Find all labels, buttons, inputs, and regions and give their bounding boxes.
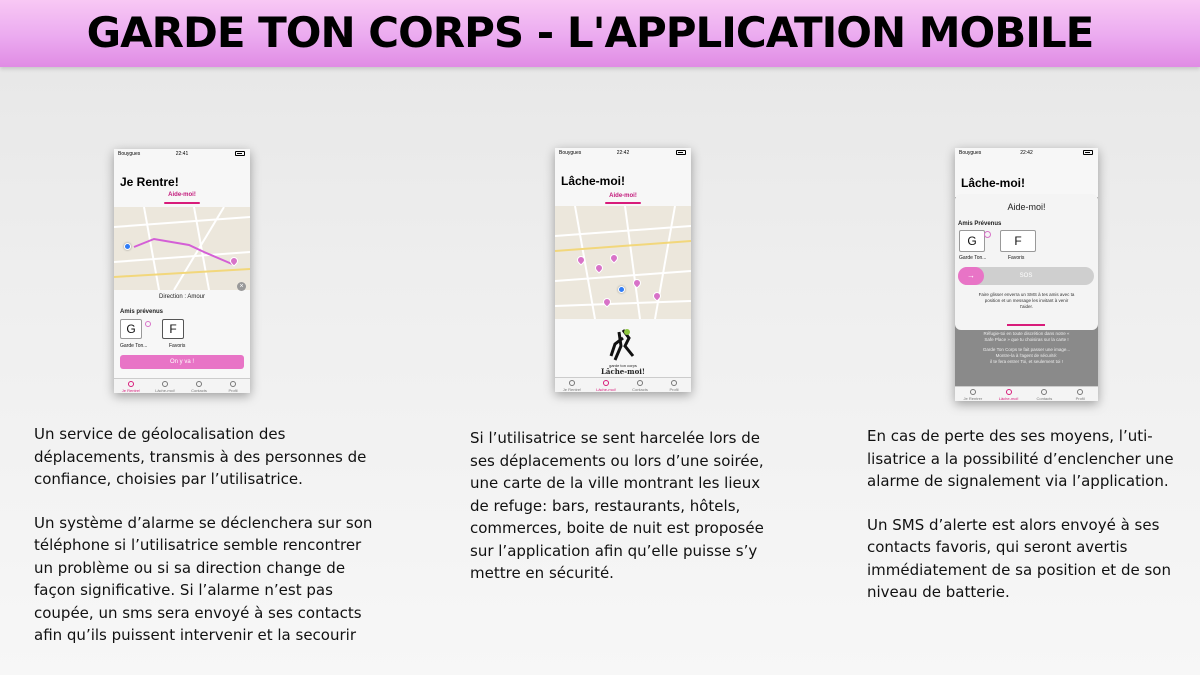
screen-title: Lâche-moi! <box>961 176 1026 190</box>
tabbar-item-profil[interactable]: Profil <box>216 379 250 393</box>
tabbar-item-contacts[interactable]: Contacts <box>182 379 216 393</box>
logo-subtitle: garde ton corps <box>609 363 637 368</box>
slider-label: SOS <box>1019 273 1033 279</box>
tab-bar <box>955 386 1098 401</box>
selected-check-icon <box>145 321 151 327</box>
hand-icon <box>1006 389 1012 395</box>
refuge-map[interactable] <box>555 206 691 319</box>
contacts-header: Amis prévenus <box>120 309 164 315</box>
text-line: de refuge: bars, restaurants, hôtels, <box>470 496 741 515</box>
tabbar-item-lache-moi[interactable]: Lâche-moi! <box>148 379 182 393</box>
battery-icon <box>235 151 245 156</box>
sos-slider[interactable] <box>958 267 1094 285</box>
text-line: lisatrice a la possibilité d’enclencher une <box>867 449 1174 468</box>
sos-modal <box>955 194 1098 330</box>
tabbar-item-profil[interactable]: Profil <box>657 378 691 392</box>
contact-favoris[interactable]: F <box>162 319 184 339</box>
status-bar <box>955 148 1098 157</box>
tabbar-item-lache-moi[interactable]: Lâche-moi! <box>589 378 623 392</box>
dancers-logo-icon <box>607 326 639 362</box>
text-line: contacts favoris, qui seront avertis <box>867 538 1128 556</box>
contact-label: Favoris <box>169 343 186 349</box>
modal-title: Aide-moi! <box>1007 202 1046 212</box>
battery-icon <box>676 150 686 155</box>
text-line: coupée, un sms sera envoyé à ses contacts <box>34 603 362 622</box>
text-line: téléphone si l’utilisatrice semble rencontrer <box>34 536 362 554</box>
text-line: sur l’application afin qu’elle puisse s’y <box>470 541 758 560</box>
phone-screenshot-lache-moi-map <box>555 148 691 392</box>
status-bar <box>555 148 691 157</box>
text-line: afin qu’ils puissent intervenir et la secourir <box>34 626 356 644</box>
tab-underline <box>164 202 200 204</box>
text-line: une carte de la ville montrant les lieux <box>470 474 761 492</box>
direction-label: Direction : Amour <box>158 294 206 300</box>
user-location-dot <box>124 243 131 250</box>
tab-bar <box>114 378 250 393</box>
tabbar-item-je-rentre[interactable]: Je Rentrer <box>955 387 991 401</box>
logo-text: Lâche-moi! <box>601 367 645 376</box>
tabbar-item-contacts[interactable]: Contacts <box>623 378 657 392</box>
description-geolocation <box>34 423 374 647</box>
map-view[interactable] <box>114 207 250 290</box>
contact-favoris[interactable]: F <box>1000 230 1036 252</box>
battery-icon <box>1083 150 1093 155</box>
city-map <box>555 206 691 319</box>
title-banner <box>0 0 1200 67</box>
slider-hint: Faire glisser enverra un SMS à tes amis avec ta position et un message les invitant à venir t'aider. <box>978 292 1075 309</box>
tab-aide-moi[interactable]: Aide-moi! <box>609 193 637 199</box>
text-line: commerces, boite de nuit est proposée <box>470 519 764 537</box>
close-icon[interactable]: × <box>237 282 246 291</box>
clock: 22:41 <box>175 151 189 157</box>
tabbar-item-je-rentre[interactable]: Je Rentre! <box>555 378 589 392</box>
description-refuge-map <box>470 427 790 585</box>
phone-screenshot-sos <box>955 148 1098 401</box>
text-line: façon significative. Si l’alarme n’est pas <box>34 581 333 599</box>
tabbar-item-contacts[interactable]: Contacts <box>1027 387 1063 401</box>
people-icon <box>637 380 643 386</box>
pin-icon <box>569 380 575 386</box>
contact-garde-ton-corps[interactable]: G <box>120 319 142 339</box>
text-line: Un SMS d’alerte est alors envoyé à ses <box>867 515 1160 534</box>
screen-title: Lâche-moi! <box>561 174 626 188</box>
clock: 22:42 <box>1020 150 1033 156</box>
carrier-label: Bouygues <box>559 150 582 156</box>
text-line: ses déplacements ou lors d’une soirée, <box>470 451 764 470</box>
phone-screenshot-je-rentre <box>114 149 250 393</box>
text-line: Un service de géolocalisation des <box>34 425 286 443</box>
globe-icon <box>230 381 236 387</box>
text-line: confiance, choisies par l’utilisatrice. <box>34 470 303 488</box>
tabbar-item-lache-moi[interactable]: Lâche-moi! <box>991 387 1027 401</box>
text-line: Un système d’alarme se déclenchera sur son <box>34 513 373 532</box>
globe-icon <box>1077 389 1083 395</box>
slider-arrow-icon[interactable]: → <box>958 267 984 285</box>
hand-icon <box>162 381 168 387</box>
contact-label: Garde Ton... <box>120 343 148 349</box>
contact-label: Favoris <box>1008 255 1025 261</box>
text-line: déplacements, transmis à des personnes de <box>34 447 367 466</box>
text-line: un problème ou si sa direction change de <box>34 558 346 577</box>
text-line: alarme de signalement via l’application. <box>867 472 1169 490</box>
text-line: Si l’utilisatrice se sent harcelée lors de <box>470 429 761 447</box>
user-location-dot <box>618 286 625 293</box>
status-bar <box>114 149 250 158</box>
hand-icon <box>603 380 609 386</box>
text-line: mettre en sécurité. <box>470 564 614 582</box>
tabbar-item-profil[interactable]: Profil <box>1062 387 1098 401</box>
people-icon <box>196 381 202 387</box>
contacts-header: Amis Prévenus <box>958 221 1002 227</box>
route-map <box>114 207 250 290</box>
tab-underline <box>605 202 641 204</box>
pin-icon <box>128 381 134 387</box>
carrier-label: Bouygues <box>959 150 982 156</box>
tab-bar <box>555 377 691 392</box>
app-logo <box>607 326 639 362</box>
clock: 22:42 <box>616 150 630 156</box>
safe-place-info: Réfugie-toi en toute discrétion dans notre « Safe Place » que tu choisiras sur la carte ! Garde Ton Corps te fait passer une image... Montre-la à l'agent de sécurité: il te fera entrer Toi, et seulement toi ! <box>982 331 1071 364</box>
modal-handle <box>1007 324 1045 326</box>
screen-title: Je Rentre! <box>120 175 179 189</box>
text-line: niveau de batterie. <box>867 583 1010 601</box>
text-line: En cas de perte des ses moyens, l’uti- <box>867 427 1153 445</box>
go-button[interactable]: On y va ! <box>120 355 244 369</box>
tab-aide-moi[interactable]: Aide-moi! <box>168 192 196 198</box>
text-line: immédiatement de sa position et de son <box>867 560 1171 579</box>
globe-icon <box>671 380 677 386</box>
carrier-label: Bouygues <box>118 151 141 157</box>
people-icon <box>1041 389 1047 395</box>
description-sos-alarm <box>867 425 1187 604</box>
tabbar-item-je-rentre[interactable]: Je Rentre! <box>114 379 148 393</box>
contact-label: Garde Ton... <box>959 255 987 261</box>
contact-garde-ton-corps[interactable]: G <box>959 230 985 252</box>
slide-title: GARDE TON CORPS - L'APPLICATION MOBILE <box>86 8 1094 57</box>
selected-check-icon <box>984 231 991 238</box>
pin-icon <box>970 389 976 395</box>
